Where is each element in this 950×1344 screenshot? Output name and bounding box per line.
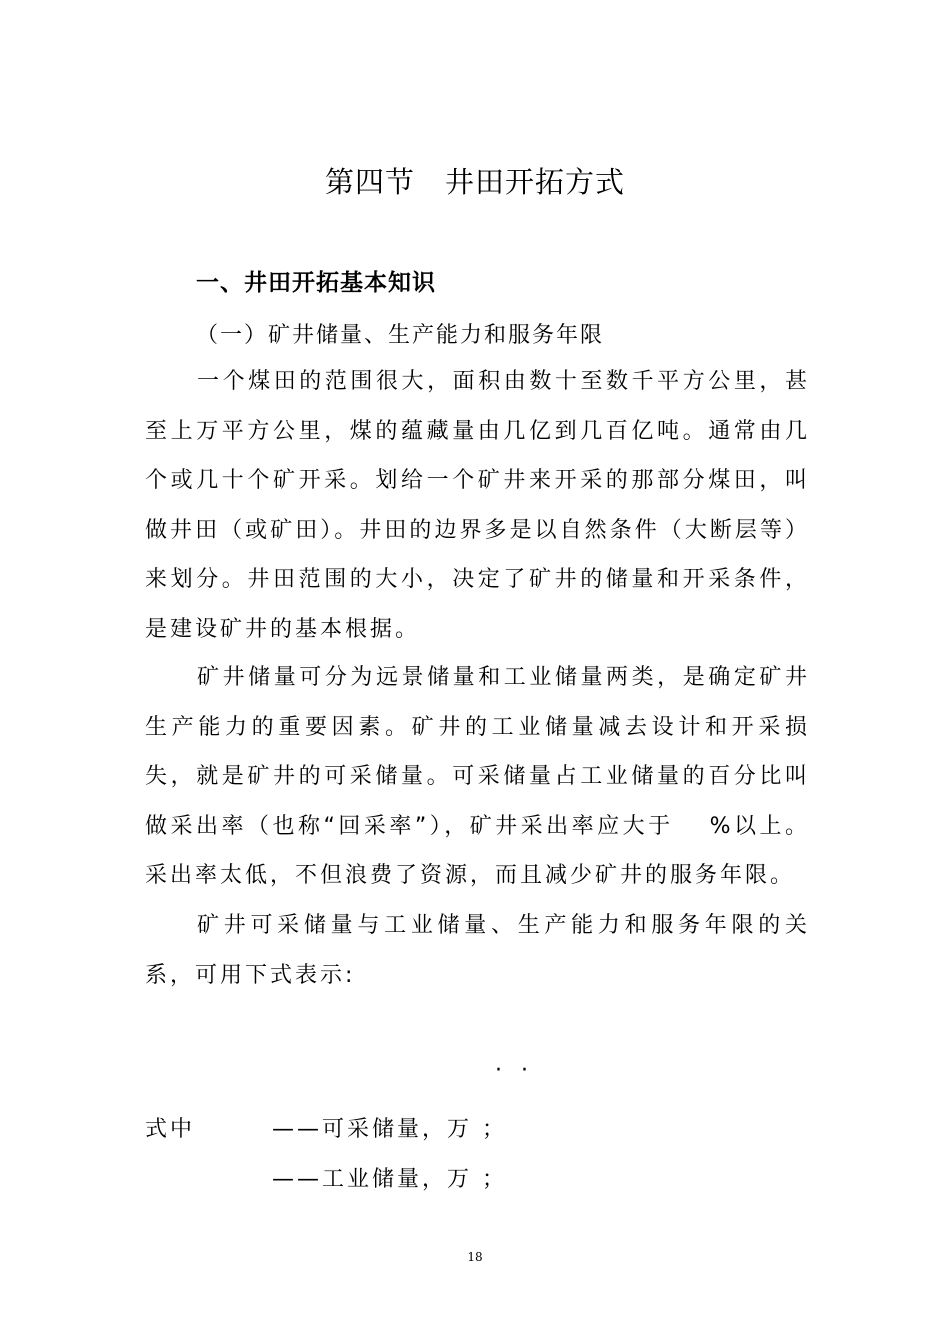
formula: · · <box>495 1058 534 1083</box>
section-title: 第四节 井田开拓方式 <box>324 165 625 199</box>
heading-level-1: 一、井田开拓基本知识 <box>196 270 436 296</box>
paragraph-coalfield: 一个煤田的范围很大，面积由数十至数千平方公里，甚至上万平方公里，煤的蕴藏量由几亿到几百亿吨。通常由几个或几十个矿开采。划给一个矿井来开采的那部分煤田，叫做井田（或矿田）。井田的边界多是以自然条件（大断层等）来划分。井田范围的大小，决定了矿井的储量和开采条件，是建设矿井的基本根据。 <box>145 369 810 642</box>
heading-level-2: （一）矿井储量、生产能力和服务年限 <box>196 323 605 348</box>
paragraph-reserves: 矿井储量可分为远景储量和工业储量两类，是确定矿井生产能力的重要因素。矿井的工业储量减去设计和开采损失，就是矿井的可采储量。可采储量占工业储量的百分比叫做采出率（也称“回采率”），矿井采出率应大于 %以上。采出率太低，不但浪费了资源，而且减少矿井的服务年限。 <box>145 665 810 888</box>
definition-line: ——工业储量，万 ； <box>272 1167 507 1192</box>
page-number: 18 <box>467 1250 483 1264</box>
paragraph-relation: 矿井可采储量与工业储量、生产能力和服务年限的关系，可用下式表示: <box>145 913 810 988</box>
definition-label: 式中 <box>145 1117 196 1142</box>
definition-line: ——可采储量，万 ； <box>272 1117 507 1142</box>
